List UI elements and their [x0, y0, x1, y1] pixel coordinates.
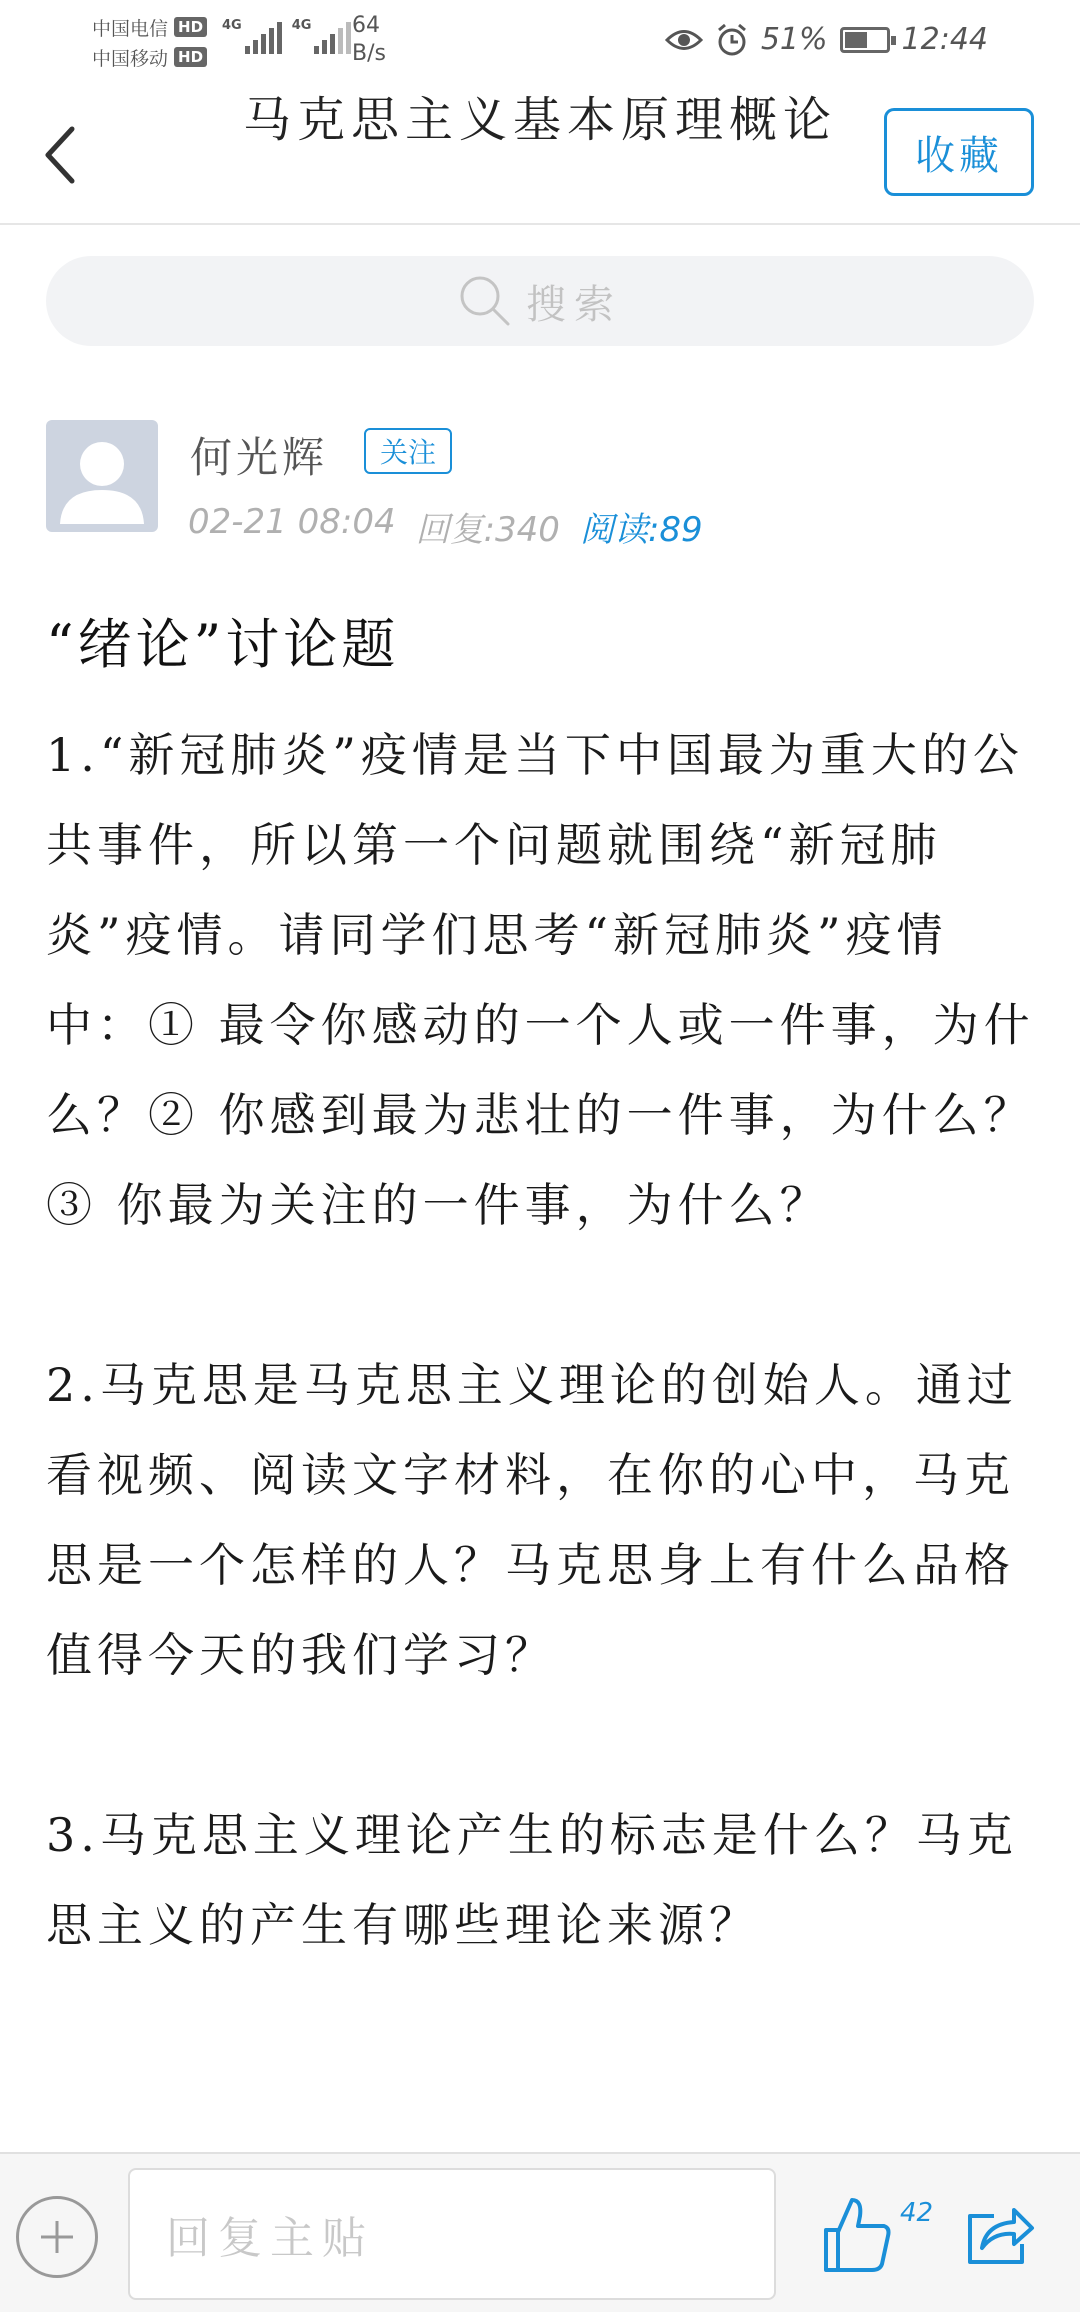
signal-icons	[222, 18, 351, 54]
carrier-2: 中国移动	[92, 47, 169, 70]
post-paragraph: 3.马克思主义理论产生的标志是什么？马克思主义的产生有哪些理论来源？	[46, 1808, 1018, 1952]
add-button[interactable]	[16, 2196, 98, 2278]
post-body	[46, 710, 1036, 2060]
chevron-left-icon	[42, 125, 78, 185]
follow-button[interactable]: 关注	[364, 428, 452, 474]
search-placeholder: 搜索	[526, 281, 622, 328]
hd-badge: HD	[174, 17, 207, 37]
post-paragraph: 2.马克思是马克思主义理论的创始人。通过看视频、阅读文字材料，在你的心中，马克思是一个怎样的人？马克思身上有什么品格值得今天的我们学习？	[46, 1358, 1018, 1682]
user-silhouette-icon	[46, 420, 158, 532]
eye-icon	[665, 25, 703, 55]
alarm-icon	[715, 23, 749, 57]
author-name[interactable]: 何光辉	[190, 433, 329, 482]
post-title: “绪论”讨论题	[46, 613, 400, 676]
share-icon[interactable]	[964, 2198, 1036, 2268]
battery-percent: 51%	[760, 22, 828, 57]
post-paragraph: 1.“新冠肺炎”疫情是当下中国最为重大的公共事件，所以第一个问题就围绕“新冠肺炎”疫情。请同学们思考“新冠肺炎”疫情中：① 最令你感动的一个人或一件事，为什么？② 你感到最为悲壮的一件事，为什么？③ 你最为关注的一件事，为什么？	[46, 728, 1035, 1232]
read-count: 阅读:89	[579, 510, 703, 550]
hd-badge: HD	[174, 47, 207, 67]
search-bar[interactable]	[46, 256, 1034, 346]
back-button[interactable]	[30, 120, 90, 190]
avatar[interactable]	[46, 420, 158, 532]
carrier-info	[92, 12, 232, 72]
signal-icon: 4G	[222, 18, 282, 54]
thumbs-up-icon[interactable]	[822, 2194, 892, 2274]
page-title: 马克思主义基本原理概论	[242, 92, 837, 148]
signal-icon: 4G	[292, 18, 352, 54]
bottom-bar	[0, 2152, 1080, 2312]
carrier-1: 中国电信	[92, 17, 169, 40]
like-count: 42	[900, 2198, 934, 2228]
collect-button[interactable]: 收藏	[884, 108, 1034, 196]
reply-count: 回复:340	[415, 510, 560, 550]
post-meta	[188, 502, 703, 551]
clock-time: 12:44	[901, 22, 988, 57]
plus-icon	[37, 2217, 77, 2257]
app-header	[0, 80, 1080, 225]
post-datetime: 02-21 08:04	[188, 502, 396, 542]
reply-input[interactable]: 回复主贴	[128, 2168, 776, 2300]
status-bar	[0, 0, 1080, 80]
net-speed: 64 B/s	[352, 13, 386, 66]
battery-icon	[840, 27, 890, 53]
status-right	[665, 22, 988, 57]
search-icon	[458, 274, 512, 328]
